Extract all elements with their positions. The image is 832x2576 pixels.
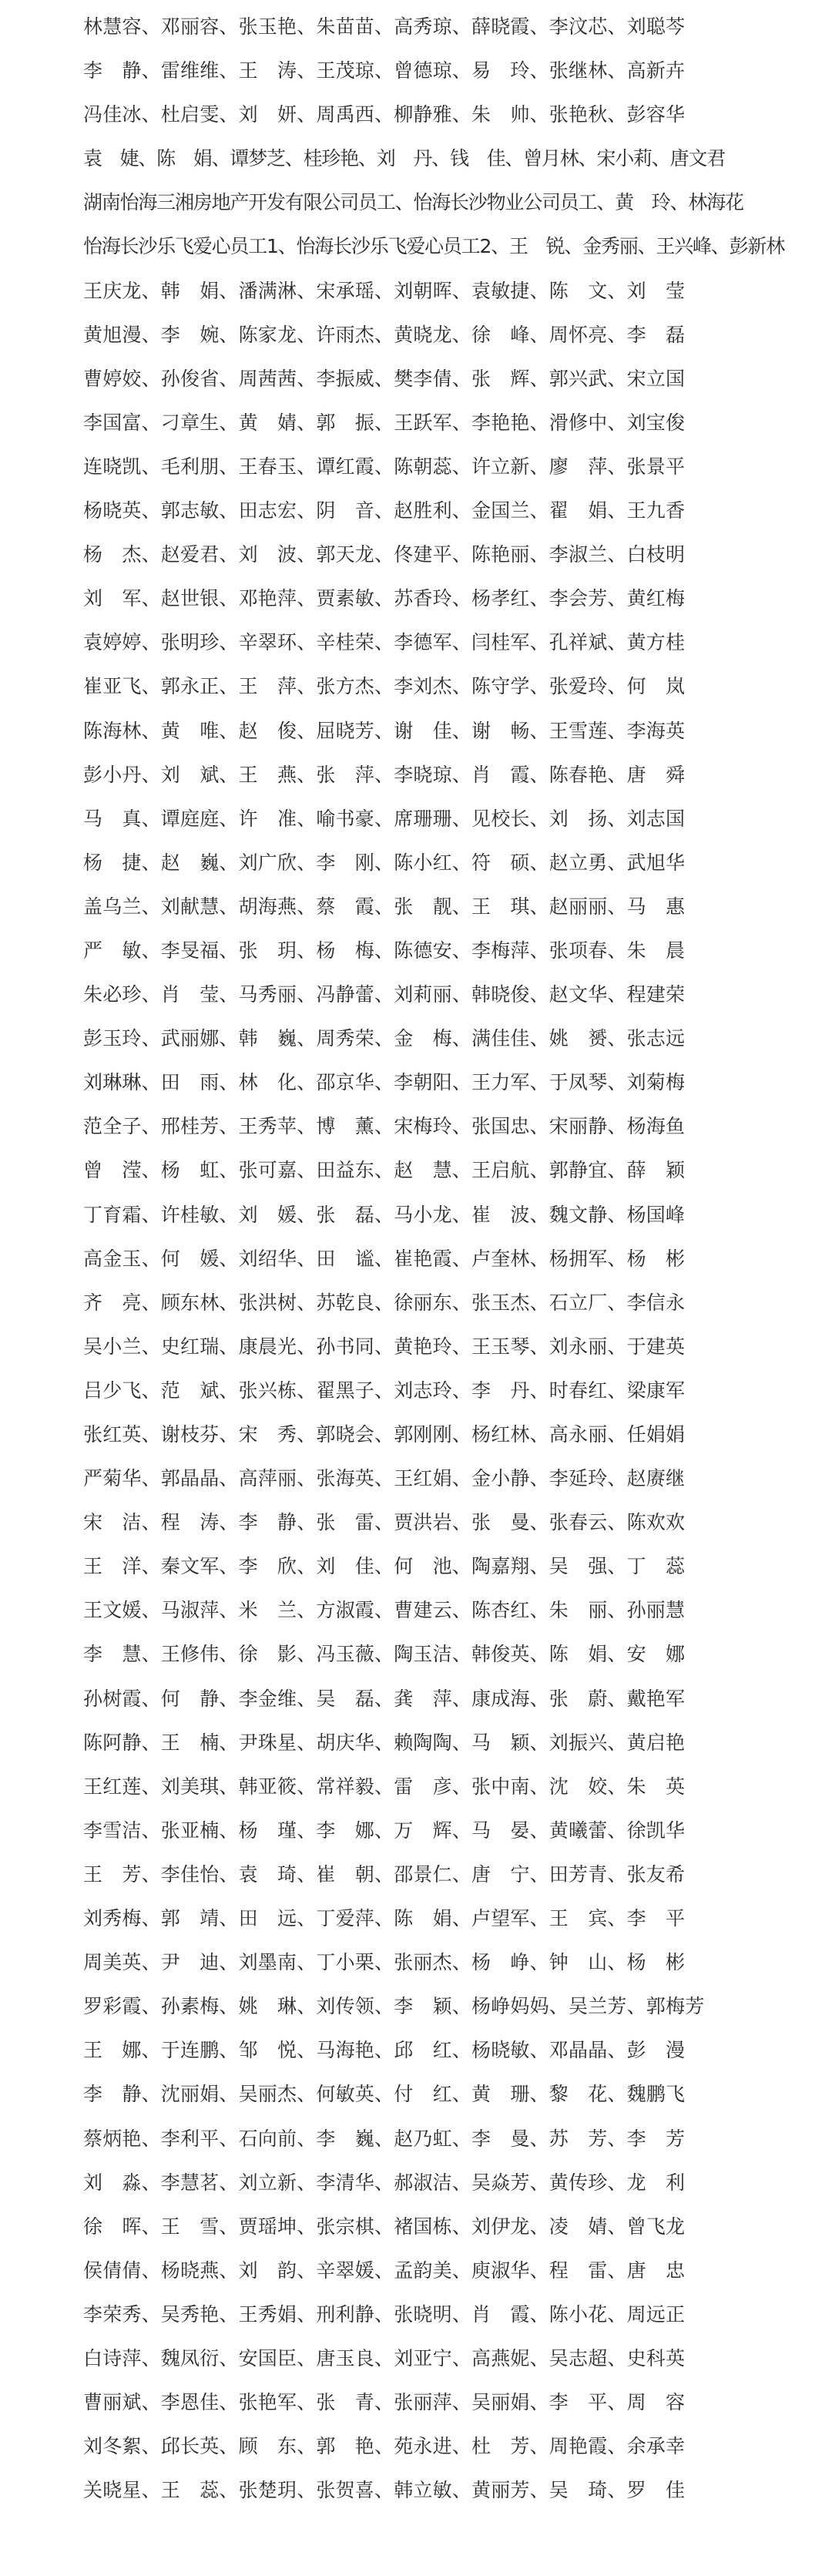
name-line: 陈阿静、王 楠、尹珠星、胡庆华、赖陶陶、马 颖、刘振兴、黄启艳 (83, 1731, 686, 1754)
name-line: 严 敏、李旻福、张 玥、杨 梅、陈德安、李梅萍、张项春、朱 晨 (83, 939, 686, 962)
name-line: 刘 淼、李慧茗、刘立新、李清华、郝淑洁、吴焱芳、黄传珍、龙 利 (83, 2171, 686, 2194)
name-line: 宋 洁、程 涛、李 静、张 雷、贾洪岩、张 曼、张春云、陈欢欢 (83, 1511, 686, 1534)
name-line: 孙树霞、何 静、李金维、吴 磊、龚 萍、康成海、张 蔚、戴艳军 (83, 1687, 686, 1710)
name-line: 徐 晖、王 雪、贾瑶坤、张宗棋、褚国栋、刘伊龙、凌 婧、曾飞龙 (83, 2215, 686, 2238)
name-line: 李国富、刁章生、黄 婧、郭 振、王跃军、李艳艳、滑修中、刘宝俊 (83, 411, 686, 434)
name-line: 吕少飞、范 斌、张兴栋、翟黑子、刘志玲、李 丹、时春红、梁康军 (83, 1379, 686, 1402)
name-line: 罗彩霞、孙素梅、姚 琳、刘传领、李 颖、杨峥妈妈、吴兰芳、郭梅芳 (83, 1995, 705, 2018)
name-line: 林慧容、邓丽容、张玉艳、朱苗苗、高秀琼、薛晓霞、李汶芯、刘聪芩 (83, 15, 686, 38)
name-line: 马 真、谭庭庭、许 准、喻书豪、席珊珊、见校长、刘 扬、刘志国 (83, 807, 686, 830)
name-line: 刘冬絮、邱长英、顾 东、郭 艳、苑永进、杜 芳、周艳霞、余承幸 (83, 2435, 686, 2458)
name-line: 王红莲、刘美琪、韩亚筱、常祥毅、雷 彦、张中南、沈 姣、朱 英 (83, 1775, 686, 1798)
name-line: 王 芳、李佳怡、袁 琦、崔 朝、邵景仁、唐 宁、田芳青、张友希 (83, 1862, 686, 1886)
name-line: 袁 婕、陈 娟、谭梦芝、桂珍艳、刘 丹、钱 佳、曾月林、宋小莉、唐文君 (83, 147, 726, 170)
name-line: 彭小丹、刘 斌、王 燕、张 萍、李晓琼、肖 霞、陈春艳、唐 舜 (83, 763, 686, 786)
name-line: 张红英、谢枝芬、宋 秀、郭晓会、郭刚刚、杨红林、高永丽、任娟娟 (83, 1423, 686, 1446)
name-line: 齐 亮、顾东林、张洪树、苏乾良、徐丽东、张玉杰、石立厂、李信永 (83, 1291, 686, 1314)
name-line: 李 静、沈丽娟、吴丽杰、何敏英、付 红、黄 珊、黎 花、魏鹏飞 (83, 2083, 686, 2106)
name-line: 袁婷婷、张明珍、辛翠环、辛桂荣、李德军、闫桂军、孔祥斌、黄方桂 (83, 631, 686, 654)
name-line: 范全子、邢桂芳、王秀苹、博 薰、宋梅玲、张国忠、宋丽静、杨海鱼 (83, 1115, 686, 1138)
name-line: 黄旭漫、李 婉、陈家龙、许雨杰、黄晓龙、徐 峰、周怀亮、李 磊 (83, 323, 686, 346)
name-line: 杨 杰、赵爱君、刘 波、郭天龙、佟建平、陈艳丽、李淑兰、白枝明 (83, 543, 686, 566)
name-line: 刘秀梅、郭 靖、田 远、丁爱萍、陈 娟、卢望军、王 宾、李 平 (83, 1907, 686, 1930)
name-line: 朱必珍、肖 莹、马秀丽、冯静蕾、刘莉丽、韩晓俊、赵文华、程建荣 (83, 983, 686, 1006)
name-line: 李 慧、王修伟、徐 影、冯玉薇、陶玉洁、韩俊英、陈 娟、安 娜 (83, 1643, 686, 1666)
name-line: 刘 军、赵世银、邓艳萍、贾素敏、苏香玲、杨孝红、李会芳、黄红梅 (83, 587, 686, 610)
name-line: 陈海林、黄 唯、赵 俊、屈晓芳、谢 佳、谢 畅、王雪莲、李海英 (83, 719, 686, 742)
name-line: 李雪洁、张亚楠、杨 瑾、李 娜、万 辉、马 晏、黄曦蕾、徐凯华 (83, 1819, 686, 1842)
name-line: 崔亚飞、郭永正、王 萍、张方杰、李刘杰、陈守学、张爱玲、何 岚 (83, 675, 686, 698)
name-line: 刘琳琳、田 雨、林 化、邵京华、李朝阳、王力军、于凤琴、刘菊梅 (83, 1071, 686, 1094)
name-line: 蔡炳艳、李利平、石向前、李 巍、赵乃虹、李 曼、苏 芳、李 芳 (83, 2127, 686, 2150)
name-line: 高金玉、何 媛、刘绍华、田 谧、崔艳霞、卢奎林、杨拥军、杨 彬 (83, 1247, 686, 1270)
name-line: 关晓星、王 蕊、张楚玥、张贺喜、韩立敏、黄丽芳、吴 琦、罗 佳 (83, 2479, 686, 2502)
name-line: 王文媛、马淑萍、米 兰、方淑霞、曹建云、陈杏红、朱 丽、孙丽慧 (83, 1599, 686, 1622)
name-line: 吴小兰、史红瑞、康晨光、孙书同、黄艳玲、王玉琴、刘永丽、于建英 (83, 1335, 686, 1358)
name-line: 杨晓英、郭志敏、田志宏、阴 音、赵胜利、金国兰、翟 娟、王九香 (83, 499, 686, 522)
name-line: 李荣秀、吴秀艳、王秀娟、刑利静、张晓明、肖 霞、陈小花、周远正 (83, 2302, 686, 2326)
name-line: 侯倩倩、杨晓燕、刘 韵、辛翠媛、孟韵美、庾淑华、程 雷、唐 忠 (83, 2259, 686, 2282)
name-line: 彭玉玲、武丽娜、韩 巍、周秀荣、金 梅、满佳佳、姚 赟、张志远 (83, 1027, 686, 1050)
name-line: 怡海长沙乐飞爱心员工1、怡海长沙乐飞爱心员工2、王 锐、金秀丽、王兴峰、彭新林 (83, 235, 785, 258)
name-line: 周美英、尹 迪、刘墨南、丁小栗、张丽杰、杨 峥、钟 山、杨 彬 (83, 1951, 686, 1974)
name-line: 冯佳冰、杜启雯、刘 妍、周禹西、柳静雅、朱 帅、张艳秋、彭容华 (83, 103, 686, 126)
name-line: 盖乌兰、刘献慧、胡海燕、蔡 霞、张 靓、王 琪、赵丽丽、马 惠 (83, 895, 686, 918)
name-line: 王 娜、于连鹏、邹 悦、马海艳、邱 红、杨晓敏、邓晶晶、彭 漫 (83, 2039, 686, 2062)
name-line: 白诗萍、魏凤衍、安国臣、唐玉良、刘亚宁、高燕妮、吴志超、史科英 (83, 2346, 686, 2369)
name-line: 曹婷姣、孙俊省、周茜茜、李振威、樊李倩、张 辉、郭兴武、宋立国 (83, 367, 686, 390)
name-line: 严菊华、郭晶晶、高萍丽、张海英、王红娟、金小静、李延玲、赵赓继 (83, 1467, 686, 1490)
name-line: 杨 捷、赵 巍、刘广欣、李 刚、陈小红、符 硕、赵立勇、武旭华 (83, 851, 686, 874)
name-line: 曾 滢、杨 虹、张可嘉、田益东、赵 慧、王启航、郭静宜、薛 颖 (83, 1159, 686, 1182)
name-line: 曹丽斌、李恩佳、张艳军、张 青、张丽萍、吴丽娟、李 平、周 容 (83, 2391, 686, 2414)
name-line: 李 静、雷维维、王 涛、王茂琼、曾德琼、易 玲、张继林、高新卉 (83, 59, 686, 82)
name-line (83, 2512, 761, 2556)
name-line: 王庆龙、韩 娟、潘满淋、宋承瑶、刘朝晖、袁敏捷、陈 文、刘 莹 (83, 279, 686, 302)
name-line: 湖南怡海三湘房地产开发有限公司员工、怡海长沙物业公司员工、黄 玲、林海花 (83, 191, 743, 214)
donor-name-list (83, 5, 785, 2556)
name-line: 丁育霜、许桂敏、刘 媛、张 磊、马小龙、崔 波、魏文静、杨国峰 (83, 1203, 686, 1226)
name-line: 王 洋、秦文军、李 欣、刘 佳、何 池、陶嘉翔、吴 强、丁 蕊 (83, 1555, 686, 1578)
name-line: 连晓凯、毛利朋、王春玉、谭红霞、陈朝蕊、许立新、廖 萍、张景平 (83, 455, 686, 478)
